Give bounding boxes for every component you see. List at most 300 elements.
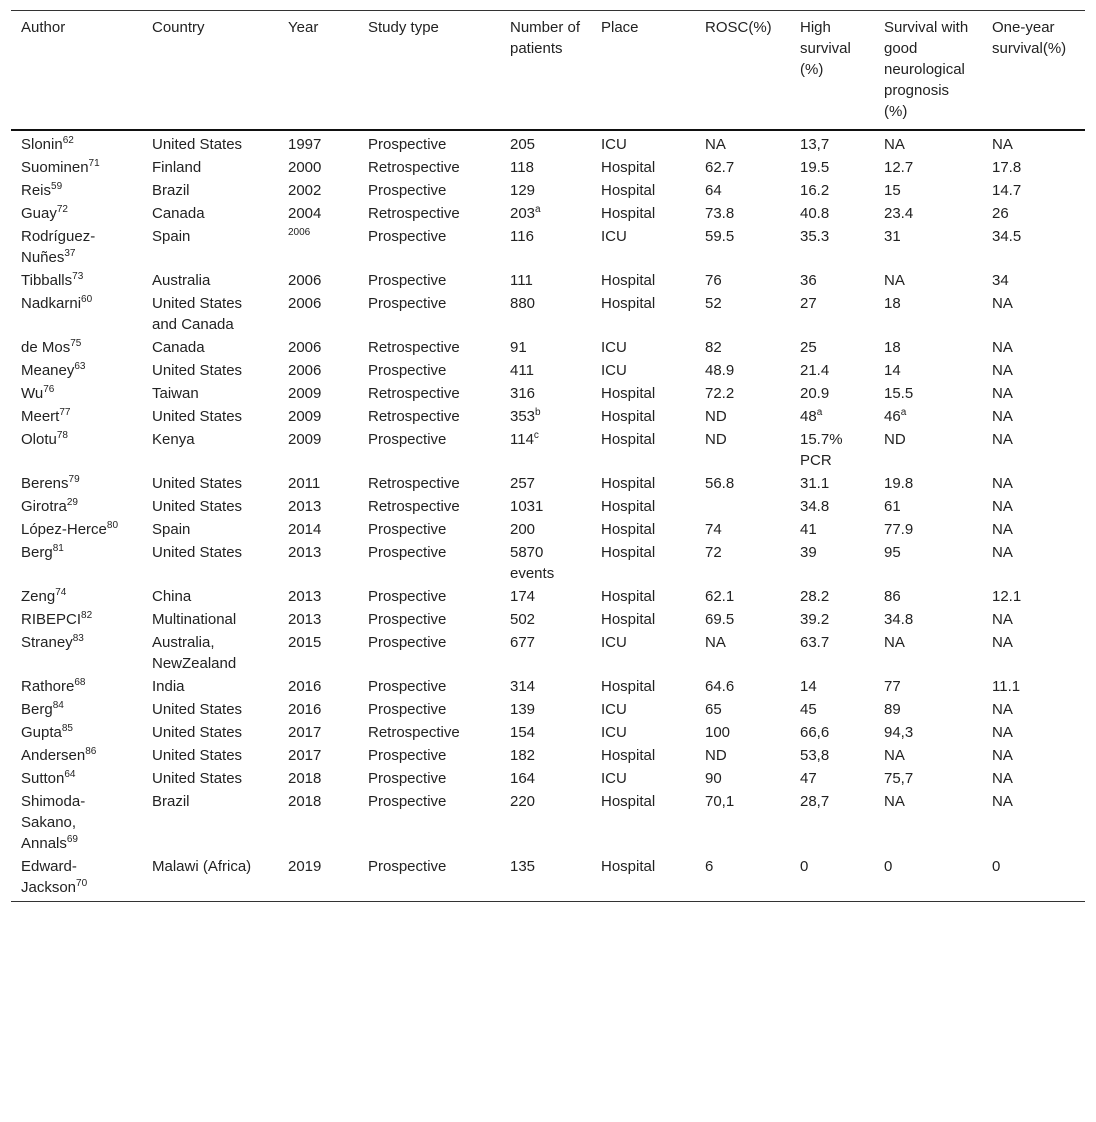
place-cell-text: Hospital: [601, 205, 656, 222]
author-cell-text: Slonin: [21, 136, 63, 153]
year-cell-text: 2013: [288, 498, 322, 515]
high-survival-cell: [790, 721, 874, 744]
country-cell-text: Finland: [152, 159, 202, 176]
country-cell: [142, 698, 278, 721]
rosc-cell: [695, 631, 790, 675]
country-cell: [142, 585, 278, 608]
high-survival-cell: [790, 292, 874, 336]
good-neuro-cell-text: 19.8: [884, 475, 914, 492]
header-study-type: Study type: [368, 19, 439, 36]
good-neuro-cell-text: 89: [884, 701, 901, 718]
year-cell: [278, 631, 358, 675]
study-type-cell: [358, 156, 500, 179]
year-cell-text: 2013: [288, 611, 322, 628]
good-neuro-cell: [874, 382, 982, 405]
rosc-cell: [695, 269, 790, 292]
footnote-mark: 86: [85, 746, 97, 757]
good-neuro-cell-text: 23.4: [884, 205, 914, 222]
one-year-cell: [982, 585, 1085, 608]
high-survival-cell: [790, 675, 874, 698]
footnote-mark: 78: [56, 430, 68, 441]
patients-cell: [500, 518, 591, 541]
patients-cell-text: 116: [510, 228, 534, 245]
country-cell-text: United States: [152, 498, 243, 515]
study-type-cell: [358, 269, 500, 292]
place-cell: [591, 130, 695, 156]
author-cell-text: Rodríguez-Nuñes: [21, 228, 96, 266]
author-cell-text: Gupta: [21, 724, 62, 741]
study-type-cell-text: Prospective: [368, 182, 447, 199]
author-cell-text: Suominen: [21, 159, 89, 176]
patients-cell-text: 502: [510, 611, 536, 628]
table-row: [11, 585, 1085, 608]
patients-cell: [500, 744, 591, 767]
one-year-cell: [982, 518, 1085, 541]
one-year-cell: [982, 790, 1085, 855]
rosc-cell: [695, 292, 790, 336]
high-survival-cell-text: 25: [800, 339, 817, 356]
one-year-cell-text: NA: [992, 770, 1013, 787]
patients-cell: [500, 382, 591, 405]
table-row: [11, 179, 1085, 202]
study-type-cell: [358, 744, 500, 767]
footnote-mark: c: [533, 430, 539, 441]
country-cell-text: United States: [152, 362, 243, 379]
rosc-cell-text: 90: [705, 770, 722, 787]
place-cell-text: Hospital: [601, 858, 656, 875]
rosc-cell-text: 62.7: [705, 159, 735, 176]
one-year-cell: [982, 225, 1085, 269]
high-survival-cell: [790, 269, 874, 292]
good-neuro-cell-text: ND: [884, 431, 906, 448]
rosc-cell: [695, 790, 790, 855]
patients-cell: [500, 698, 591, 721]
rosc-cell-text: 65: [705, 701, 722, 718]
patients-cell: [500, 225, 591, 269]
country-cell-text: United States: [152, 770, 243, 787]
country-cell-text: United States: [152, 747, 243, 764]
country-cell: [142, 269, 278, 292]
study-type-cell-text: Prospective: [368, 362, 447, 379]
high-survival-cell-text: 66,6: [800, 724, 830, 741]
one-year-cell: [982, 130, 1085, 156]
table-row: [11, 292, 1085, 336]
high-survival-cell-text: 21.4: [800, 362, 830, 379]
patients-cell: [500, 405, 591, 428]
patients-cell-text: 91: [510, 339, 527, 356]
year-cell-text: 2009: [288, 385, 322, 402]
country-cell-text: Multinational: [152, 611, 237, 628]
footnote-mark: 74: [55, 587, 67, 598]
good-neuro-cell-text: 15: [884, 182, 901, 199]
author-cell: [11, 179, 142, 202]
good-neuro-cell: [874, 359, 982, 382]
one-year-cell: [982, 675, 1085, 698]
patients-cell-text: 139: [510, 701, 536, 718]
rosc-cell-text: ND: [705, 408, 727, 425]
country-cell-text: Brazil: [152, 793, 190, 810]
study-type-cell-text: Prospective: [368, 431, 447, 448]
footnote-mark: 82: [81, 610, 93, 621]
footnote-mark: 81: [52, 543, 64, 554]
study-type-cell-text: Prospective: [368, 747, 447, 764]
patients-cell: [500, 202, 591, 225]
country-cell: [142, 336, 278, 359]
patients-cell: [500, 585, 591, 608]
footnote-mark: 69: [66, 834, 78, 845]
one-year-cell-text: NA: [992, 362, 1013, 379]
author-cell-text: Meert: [21, 408, 60, 425]
place-cell-text: ICU: [601, 339, 627, 356]
rosc-cell-text: 100: [705, 724, 731, 741]
high-survival-cell: [790, 790, 874, 855]
author-cell: [11, 405, 142, 428]
author-cell-text: Girotra: [21, 498, 67, 515]
year-cell: [278, 405, 358, 428]
country-cell: [142, 721, 278, 744]
author-cell: [11, 495, 142, 518]
one-year-cell-text: NA: [992, 431, 1013, 448]
good-neuro-cell-text: 15.5: [884, 385, 914, 402]
good-neuro-cell-text: 12.7: [884, 159, 914, 176]
patients-cell: [500, 721, 591, 744]
good-neuro-cell-text: NA: [884, 272, 905, 289]
patients-cell: [500, 767, 591, 790]
one-year-cell-text: NA: [992, 521, 1013, 538]
footnote-mark: 37: [64, 248, 76, 259]
country-cell: [142, 631, 278, 675]
place-cell-text: Hospital: [601, 678, 656, 695]
table-row: [11, 675, 1085, 698]
patients-cell: [500, 855, 591, 902]
one-year-cell: [982, 156, 1085, 179]
footnote-mark: 60: [81, 294, 93, 305]
footnote-mark: 68: [74, 677, 86, 688]
good-neuro-cell-text: 46: [884, 408, 901, 425]
patients-cell-text: 154: [510, 724, 536, 741]
patients-cell: [500, 292, 591, 336]
patients-cell-text: 411: [510, 362, 534, 379]
study-type-cell-text: Prospective: [368, 858, 447, 875]
rosc-cell-text: 76: [705, 272, 722, 289]
good-neuro-cell: [874, 225, 982, 269]
one-year-cell-text: NA: [992, 136, 1013, 153]
place-cell: [591, 336, 695, 359]
one-year-cell: [982, 405, 1085, 428]
study-type-cell: [358, 698, 500, 721]
rosc-cell: [695, 472, 790, 495]
high-survival-cell-text: 63.7: [800, 634, 830, 651]
footnote-mark: 63: [74, 361, 86, 372]
one-year-cell: [982, 292, 1085, 336]
rosc-cell-text: 52: [705, 295, 722, 312]
author-cell-text: Shimoda-Sakano, Annals: [21, 793, 86, 852]
study-type-cell: [358, 428, 500, 472]
high-survival-cell: [790, 698, 874, 721]
patients-cell-text: 182: [510, 747, 536, 764]
good-neuro-cell-text: 0: [884, 858, 893, 875]
table-row: [11, 744, 1085, 767]
good-neuro-cell-text: 95: [884, 544, 901, 561]
rosc-cell-text: ND: [705, 431, 727, 448]
rosc-cell: [695, 156, 790, 179]
country-cell-text: Malawi (Africa): [152, 858, 252, 875]
rosc-cell: [695, 382, 790, 405]
year-cell-text: 2013: [288, 588, 322, 605]
country-cell: [142, 359, 278, 382]
high-survival-cell-text: 39: [800, 544, 817, 561]
year-cell-text: 2009: [288, 408, 322, 425]
table-row: [11, 405, 1085, 428]
year-cell: [278, 698, 358, 721]
footnote-mark: 85: [61, 723, 73, 734]
place-cell: [591, 855, 695, 902]
header-author: Author: [21, 19, 66, 36]
one-year-cell: [982, 472, 1085, 495]
country-cell: [142, 608, 278, 631]
good-neuro-cell: [874, 130, 982, 156]
place-cell: [591, 518, 695, 541]
good-neuro-cell: [874, 495, 982, 518]
one-year-cell-text: NA: [992, 385, 1013, 402]
one-year-cell: [982, 744, 1085, 767]
footnote-mark: 73: [72, 271, 84, 282]
high-survival-cell: [790, 382, 874, 405]
good-neuro-cell: [874, 855, 982, 902]
table-row: [11, 336, 1085, 359]
footnote-mark: 72: [56, 204, 68, 215]
place-cell: [591, 675, 695, 698]
study-type-cell: [358, 721, 500, 744]
country-cell: [142, 518, 278, 541]
table-row: [11, 721, 1085, 744]
high-survival-cell-text: 16.2: [800, 182, 830, 199]
place-cell-text: ICU: [601, 362, 627, 379]
high-survival-cell: [790, 495, 874, 518]
year-cell: [278, 130, 358, 156]
high-survival-cell: [790, 744, 874, 767]
study-type-cell-text: Retrospective: [368, 339, 460, 356]
author-cell: [11, 292, 142, 336]
good-neuro-cell: [874, 744, 982, 767]
place-cell: [591, 721, 695, 744]
footnote-mark: 70: [76, 878, 88, 889]
country-cell-text: Taiwan: [152, 385, 199, 402]
rosc-cell: [695, 495, 790, 518]
year-cell: [278, 269, 358, 292]
country-cell: [142, 541, 278, 585]
study-type-cell: [358, 179, 500, 202]
study-type-cell: [358, 225, 500, 269]
good-neuro-cell: [874, 336, 982, 359]
one-year-cell-text: NA: [992, 408, 1013, 425]
study-type-cell: [358, 541, 500, 585]
rosc-cell-text: NA: [705, 136, 726, 153]
place-cell-text: Hospital: [601, 747, 656, 764]
place-cell: [591, 631, 695, 675]
place-cell: [591, 179, 695, 202]
high-survival-cell: [790, 855, 874, 902]
rosc-cell-text: 48.9: [705, 362, 735, 379]
good-neuro-cell-text: 18: [884, 339, 901, 356]
table-row: [11, 767, 1085, 790]
author-cell: [11, 518, 142, 541]
high-survival-cell-text: 28.2: [800, 588, 830, 605]
year-cell: [278, 202, 358, 225]
footnote-mark: 59: [51, 181, 63, 192]
high-survival-cell-text: 13,7: [800, 136, 830, 153]
place-cell: [591, 495, 695, 518]
study-type-cell: [358, 767, 500, 790]
one-year-cell-text: 34.5: [992, 228, 1022, 245]
patients-cell-text: 203: [510, 205, 536, 222]
high-survival-cell: [790, 336, 874, 359]
high-survival-cell-text: 20.9: [800, 385, 830, 402]
patients-cell-text: 200: [510, 521, 536, 538]
footnote-mark: 80: [106, 520, 119, 531]
author-cell: [11, 744, 142, 767]
country-cell-text: Australia: [152, 272, 211, 289]
table-row: [11, 428, 1085, 472]
study-type-cell-text: Retrospective: [368, 475, 460, 492]
country-cell-text: United States: [152, 544, 243, 561]
study-type-cell: [358, 608, 500, 631]
rosc-cell-text: 69.5: [705, 611, 735, 628]
place-cell-text: Hospital: [601, 182, 656, 199]
author-cell-text: de Mos: [21, 339, 71, 356]
one-year-cell: [982, 336, 1085, 359]
study-type-cell-text: Prospective: [368, 228, 447, 245]
year-cell: [278, 156, 358, 179]
high-survival-cell: [790, 359, 874, 382]
good-neuro-cell-text: 18: [884, 295, 901, 312]
study-type-cell-text: Prospective: [368, 611, 447, 628]
high-survival-cell: [790, 225, 874, 269]
rosc-cell: [695, 744, 790, 767]
high-survival-cell-text: 19.5: [800, 159, 830, 176]
year-cell-text: 2000: [288, 159, 322, 176]
table-row: [11, 382, 1085, 405]
place-cell-text: Hospital: [601, 408, 656, 425]
year-cell: [278, 179, 358, 202]
place-cell: [591, 767, 695, 790]
one-year-cell-text: 11.1: [992, 678, 1021, 695]
study-type-cell: [358, 855, 500, 902]
one-year-cell-text: NA: [992, 634, 1013, 651]
table-row: [11, 518, 1085, 541]
patients-cell: [500, 472, 591, 495]
high-survival-cell: [790, 202, 874, 225]
study-type-cell-text: Prospective: [368, 521, 447, 538]
year-cell-text: 2014: [288, 521, 322, 538]
one-year-cell: [982, 359, 1085, 382]
rosc-cell: [695, 179, 790, 202]
study-type-cell-text: Prospective: [368, 770, 447, 787]
year-cell: [278, 767, 358, 790]
rosc-cell-text: 72: [705, 544, 722, 561]
good-neuro-cell: [874, 698, 982, 721]
high-survival-cell-text: 35.3: [800, 228, 830, 245]
study-type-cell-text: Retrospective: [368, 498, 460, 515]
high-survival-cell: [790, 428, 874, 472]
header-row: [11, 11, 1085, 131]
country-cell: [142, 179, 278, 202]
one-year-cell: [982, 631, 1085, 675]
good-neuro-cell: [874, 585, 982, 608]
rosc-cell: [695, 767, 790, 790]
year-superscript: 2006: [288, 227, 311, 238]
place-cell: [591, 202, 695, 225]
one-year-cell: [982, 541, 1085, 585]
table-row: [11, 202, 1085, 225]
place-cell-text: Hospital: [601, 159, 656, 176]
one-year-cell-text: 14.7: [992, 182, 1022, 199]
author-cell: [11, 428, 142, 472]
country-cell: [142, 156, 278, 179]
good-neuro-cell: [874, 541, 982, 585]
footnote-mark: a: [816, 407, 823, 418]
rosc-cell: [695, 585, 790, 608]
study-type-cell: [358, 202, 500, 225]
study-type-cell-text: Prospective: [368, 136, 447, 153]
footnote-mark: 62: [62, 135, 74, 146]
footnote-mark: 71: [88, 158, 100, 169]
patients-cell-text: 1031: [510, 498, 544, 515]
author-cell: [11, 631, 142, 675]
patients-cell: [500, 631, 591, 675]
rosc-cell-text: 59.5: [705, 228, 735, 245]
country-cell: [142, 790, 278, 855]
place-cell-text: Hospital: [601, 475, 656, 492]
table-row: [11, 359, 1085, 382]
study-type-cell-text: Prospective: [368, 272, 447, 289]
one-year-cell-text: NA: [992, 544, 1013, 561]
good-neuro-cell: [874, 269, 982, 292]
country-cell-text: Brazil: [152, 182, 190, 199]
study-type-cell: [358, 130, 500, 156]
country-cell-text: India: [152, 678, 185, 695]
author-cell-text: Zeng: [21, 588, 56, 605]
place-cell-text: ICU: [601, 634, 627, 651]
year-cell-text: 2017: [288, 724, 322, 741]
rosc-cell: [695, 225, 790, 269]
rosc-cell: [695, 405, 790, 428]
year-cell-text: 2013: [288, 544, 322, 561]
high-survival-cell-text: 27: [800, 295, 817, 312]
place-cell: [591, 790, 695, 855]
author-cell-text: Meaney: [21, 362, 75, 379]
author-cell-text: Berens: [21, 475, 69, 492]
year-cell-text: 1997: [288, 136, 322, 153]
place-cell-text: ICU: [601, 724, 627, 741]
author-cell-text: Olotu: [21, 431, 57, 448]
good-neuro-cell-text: 86: [884, 588, 901, 605]
year-cell: [278, 675, 358, 698]
year-cell: [278, 541, 358, 585]
good-neuro-cell-text: NA: [884, 747, 905, 764]
rosc-cell: [695, 721, 790, 744]
good-neuro-cell: [874, 721, 982, 744]
header-one-year-survival: One-year survival(%): [992, 19, 1067, 57]
rosc-cell: [695, 698, 790, 721]
table-row: [11, 698, 1085, 721]
patients-cell-text: 353: [510, 408, 536, 425]
author-cell-text: RIBEPCI: [21, 611, 82, 628]
rosc-cell: [695, 428, 790, 472]
patients-cell: [500, 269, 591, 292]
country-cell-text: United States: [152, 408, 243, 425]
country-cell-text: United States and Canada: [152, 295, 243, 333]
